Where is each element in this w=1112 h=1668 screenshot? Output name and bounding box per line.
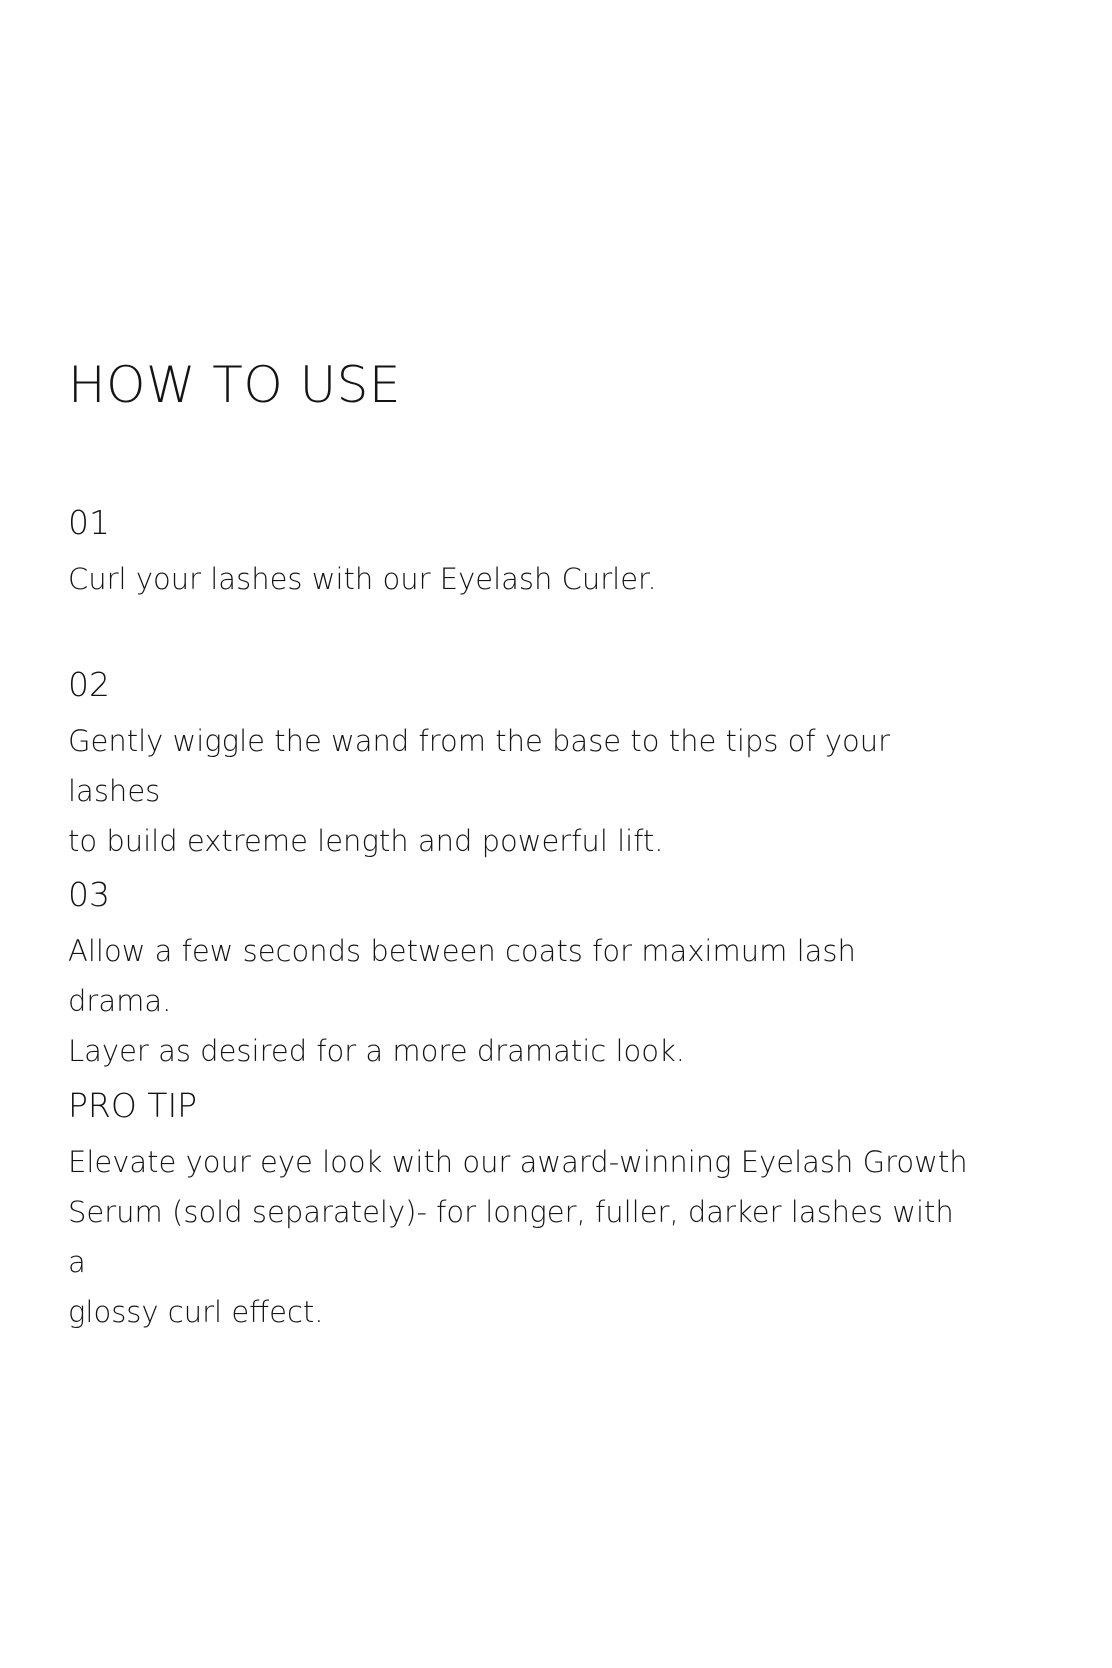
step-01 — [68, 500, 968, 604]
step-instruction: Curl your lashes with our Eyelash Curler. — [68, 562, 657, 596]
step-number: 03 — [68, 875, 110, 914]
pro-tip-text: Elevate your eye look with our award-winning Eyelash Growth Serum (sold separately)- for longer, fuller, darker lashes with a glossy curl effect. — [68, 1145, 968, 1329]
step-number: 01 — [68, 503, 110, 542]
pro-tip-heading: PRO TIP — [68, 1086, 198, 1125]
step-instruction: Gently wiggle the wand from the base to the tips of your lashes to build extreme length and powerful lift. — [68, 724, 891, 858]
pro-tip — [68, 1083, 968, 1337]
step-number: 02 — [68, 665, 110, 704]
step-03 — [68, 872, 968, 1076]
step-02 — [68, 662, 968, 866]
page-title: HOW TO USE — [68, 356, 402, 414]
how-to-use-section — [68, 352, 968, 1329]
step-instruction: Allow a few seconds between coats for maximum lash drama. Layer as desired for a more dramatic look. — [68, 934, 856, 1068]
